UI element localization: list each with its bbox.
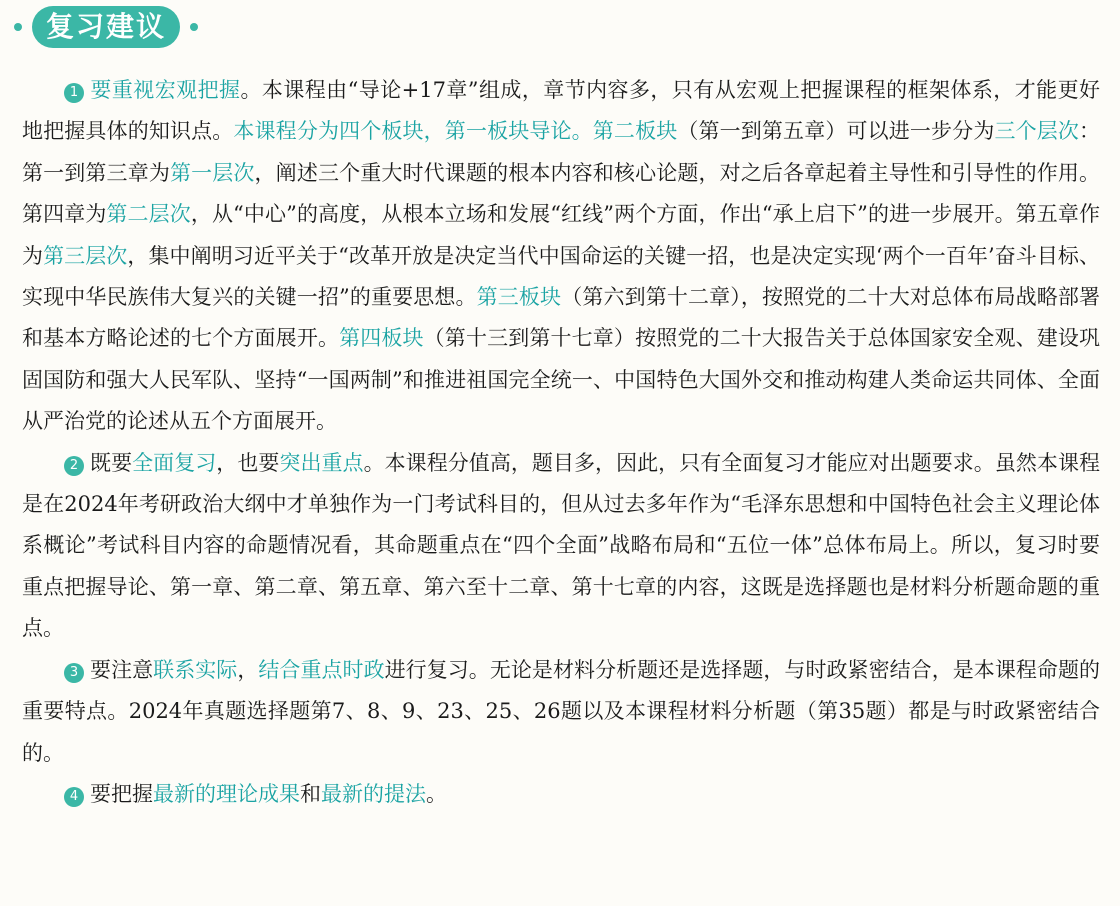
section-header bbox=[14, 6, 198, 48]
body-text: （第十三到第十七章）按照党的二十大报告关于总体国家安全观、建设巩固国防和强大人民军队、坚持“一国两制”和推进祖国完全统一、中国特色大国外交和推动构建人类命运共同体、全面从严治党的论述从五个方面展开。 bbox=[22, 326, 1101, 434]
body-text: ，集中阐明习近平关于“改革开放是决定当代中国命运的关键一招，也是决定实现‘两个一百年’奋斗目标、实现中华民族伟大复兴的关键一招”的重要思想。 bbox=[22, 243, 1101, 310]
advice-paragraph-1 bbox=[22, 70, 1100, 443]
highlight-text: 第四板块 bbox=[339, 326, 424, 351]
highlight-text: 结合重点时政 bbox=[258, 657, 385, 682]
body-text: ， bbox=[237, 657, 259, 682]
body-text: 既要 bbox=[90, 450, 133, 475]
highlight-text: 本课程分为四个板块，第一板块导论。第二板块 bbox=[233, 119, 678, 144]
highlight-text: 三个层次 bbox=[994, 119, 1080, 144]
body-text: ，从“中心”的高度，从根本立场和发展“红线”两个方面，作出“承上启下”的进一步展开。第五章作为 bbox=[22, 202, 1100, 268]
number-badge-icon: 1 bbox=[64, 83, 84, 103]
decor-dot-right bbox=[190, 23, 198, 31]
body-text: 。本课程分值高，题目多，因此，只有全面复习才能应对出题要求。虽然本课程是在2024年考研政治大纲中才单独作为一门考试科目的，但从过去多年作为“毛泽东思想和中国特色社会主义理论体系概论”考试科目内容的命题情况看，其命题重点在“四个全面”战略布局和“五位一体”总体布局上。所以，复习时要重点把握导论、第一章、第二章、第五章、第六至十二章、第十七章的内容，这既是选择题也是材料分析题命题的重点。 bbox=[22, 450, 1101, 641]
advice-paragraph-2 bbox=[22, 443, 1100, 650]
highlight-text: 最新的提法 bbox=[321, 781, 426, 806]
body-text: （第六到第十二章），按照党的二十大对总体布局战略部署和基本方略论述的七个方面展开。 bbox=[22, 285, 1101, 351]
highlight-text: 要重视宏观把握 bbox=[90, 78, 241, 102]
body-text: 。本课程由“导论+17章”组成，章节内容多，只有从宏观上把握课程的框架体系，才能更好地把握具体的知识点。 bbox=[22, 78, 1101, 144]
highlight-text: 第一层次 bbox=[169, 160, 255, 185]
advice-content bbox=[22, 70, 1100, 815]
body-text: ，也要 bbox=[216, 450, 280, 475]
body-text: ，阐述三个重大时代课题的根本内容和核心论题，对之后各章起着主导性和引导性的作用。第四章为 bbox=[22, 160, 1101, 227]
decor-dot-left bbox=[14, 23, 22, 31]
number-badge-icon: 2 bbox=[64, 456, 84, 476]
body-text: 进行复习。无论是材料分析题还是选择题，与时政紧密结合，是本课程命题的重要特点。2024年真题选择题第7、8、9、23、25、26题以及本课程材料分析题（第35题）都是与时政紧密结合的。 bbox=[22, 657, 1101, 765]
number-badge-icon: 3 bbox=[64, 663, 84, 683]
section-title: 复习建议 bbox=[32, 6, 180, 48]
highlight-text: 第二层次 bbox=[106, 202, 191, 227]
number-badge-icon: 4 bbox=[64, 787, 84, 807]
highlight-text: 第三层次 bbox=[43, 243, 128, 268]
highlight-text: 联系实际 bbox=[153, 657, 238, 682]
body-text: 要把握 bbox=[90, 781, 153, 806]
advice-paragraph-4 bbox=[22, 774, 1100, 815]
highlight-text: 突出重点 bbox=[279, 450, 364, 475]
body-text: 要注意 bbox=[90, 657, 154, 682]
highlight-text: 第三板块 bbox=[476, 285, 562, 310]
highlight-text: 最新的理论成果 bbox=[153, 781, 300, 806]
body-text: 。 bbox=[426, 781, 447, 806]
advice-paragraph-3 bbox=[22, 650, 1100, 774]
body-text: 和 bbox=[300, 781, 321, 806]
body-text: （第一到第五章）可以进一步分为 bbox=[677, 119, 995, 144]
highlight-text: 全面复习 bbox=[132, 450, 217, 475]
body-text: ：第一到第三章为 bbox=[22, 119, 1101, 185]
